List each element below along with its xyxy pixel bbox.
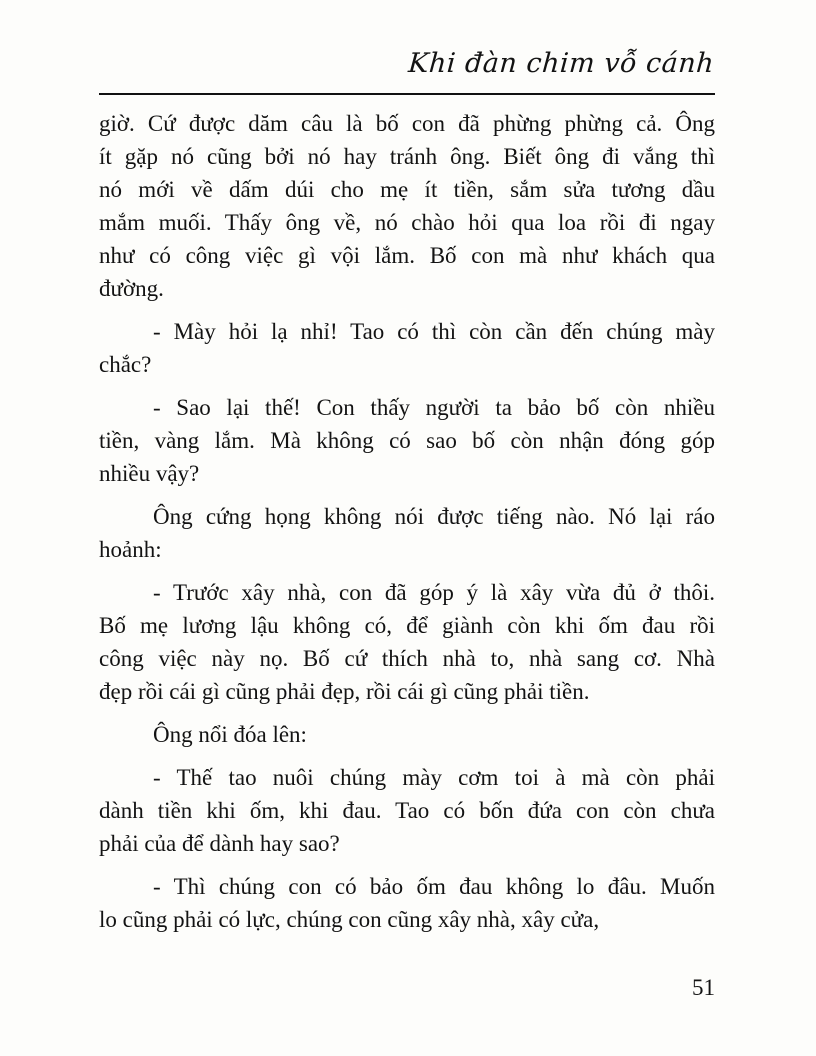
- text-line: - Mày hỏi lạ nhỉ! Tao có thì còn cần đến chúng mày: [153, 319, 715, 344]
- header-rule: [99, 93, 715, 95]
- text-line: Bố mẹ lương lậu không có, để giành còn khi ốm đau rồi: [99, 613, 715, 638]
- text-line: lo cũng phải có lực, chúng con cũng xây nhà, xây cửa,: [99, 907, 600, 932]
- text-line: công việc này nọ. Bố cứ thích nhà to, nhà sang cơ. Nhà: [99, 646, 715, 671]
- text-line: - Sao lại thế! Con thấy người ta bảo bố còn nhiều: [153, 395, 715, 420]
- text-line: phải của để dành hay sao?: [99, 831, 340, 856]
- text-line: giờ. Cứ được dăm câu là bố con đã phừng phừng cả. Ông: [99, 111, 715, 136]
- page-number: 51: [692, 975, 715, 1000]
- text-line: nó mới về dấm dúi cho mẹ ít tiền, sắm sửa tương dầu: [99, 177, 715, 202]
- text-line: nhiều vậy?: [99, 461, 200, 486]
- paragraph: [99, 718, 715, 751]
- paragraph: [99, 576, 715, 708]
- text-line: chắc?: [99, 352, 152, 377]
- text-line: hoảnh:: [99, 537, 162, 562]
- text-line: dành tiền khi ốm, khi đau. Tao có bốn đứa con còn chưa: [99, 798, 715, 823]
- text-line: Ông nổi đóa lên:: [153, 722, 307, 747]
- text-line: như có công việc gì vội lắm. Bố con mà như khách qua: [99, 243, 715, 268]
- paragraph: [99, 870, 715, 936]
- paragraph: [99, 107, 715, 305]
- paragraph: [99, 391, 715, 490]
- running-header-title: Khi đàn chim vỗ cánh: [407, 48, 716, 79]
- text-line: đường.: [99, 276, 164, 301]
- text-line: - Thế tao nuôi chúng mày cơm toi à mà còn phải: [153, 765, 715, 790]
- text-line: tiền, vàng lắm. Mà không có sao bố còn nhận đóng góp: [99, 428, 715, 453]
- text-line: mắm muối. Thấy ông về, nó chào hỏi qua loa rồi đi ngay: [99, 210, 715, 235]
- text-line: đẹp rồi cái gì cũng phải đẹp, rồi cái gì cũng phải tiền.: [99, 679, 590, 704]
- page-body: [99, 107, 715, 936]
- text-line: - Thì chúng con có bảo ốm đau không lo đâu. Muốn: [153, 874, 715, 899]
- page-content: [99, 48, 715, 936]
- paragraph: [99, 500, 715, 566]
- text-line: ít gặp nó cũng bởi nó hay tránh ông. Biết ông đi vắng thì: [99, 144, 715, 169]
- paragraph: [99, 315, 715, 381]
- text-line: Ông cứng họng không nói được tiếng nào. Nó lại ráo: [153, 504, 715, 529]
- text-line: - Trước xây nhà, con đã góp ý là xây vừa đủ ở thôi.: [153, 580, 715, 605]
- paragraph: [99, 761, 715, 860]
